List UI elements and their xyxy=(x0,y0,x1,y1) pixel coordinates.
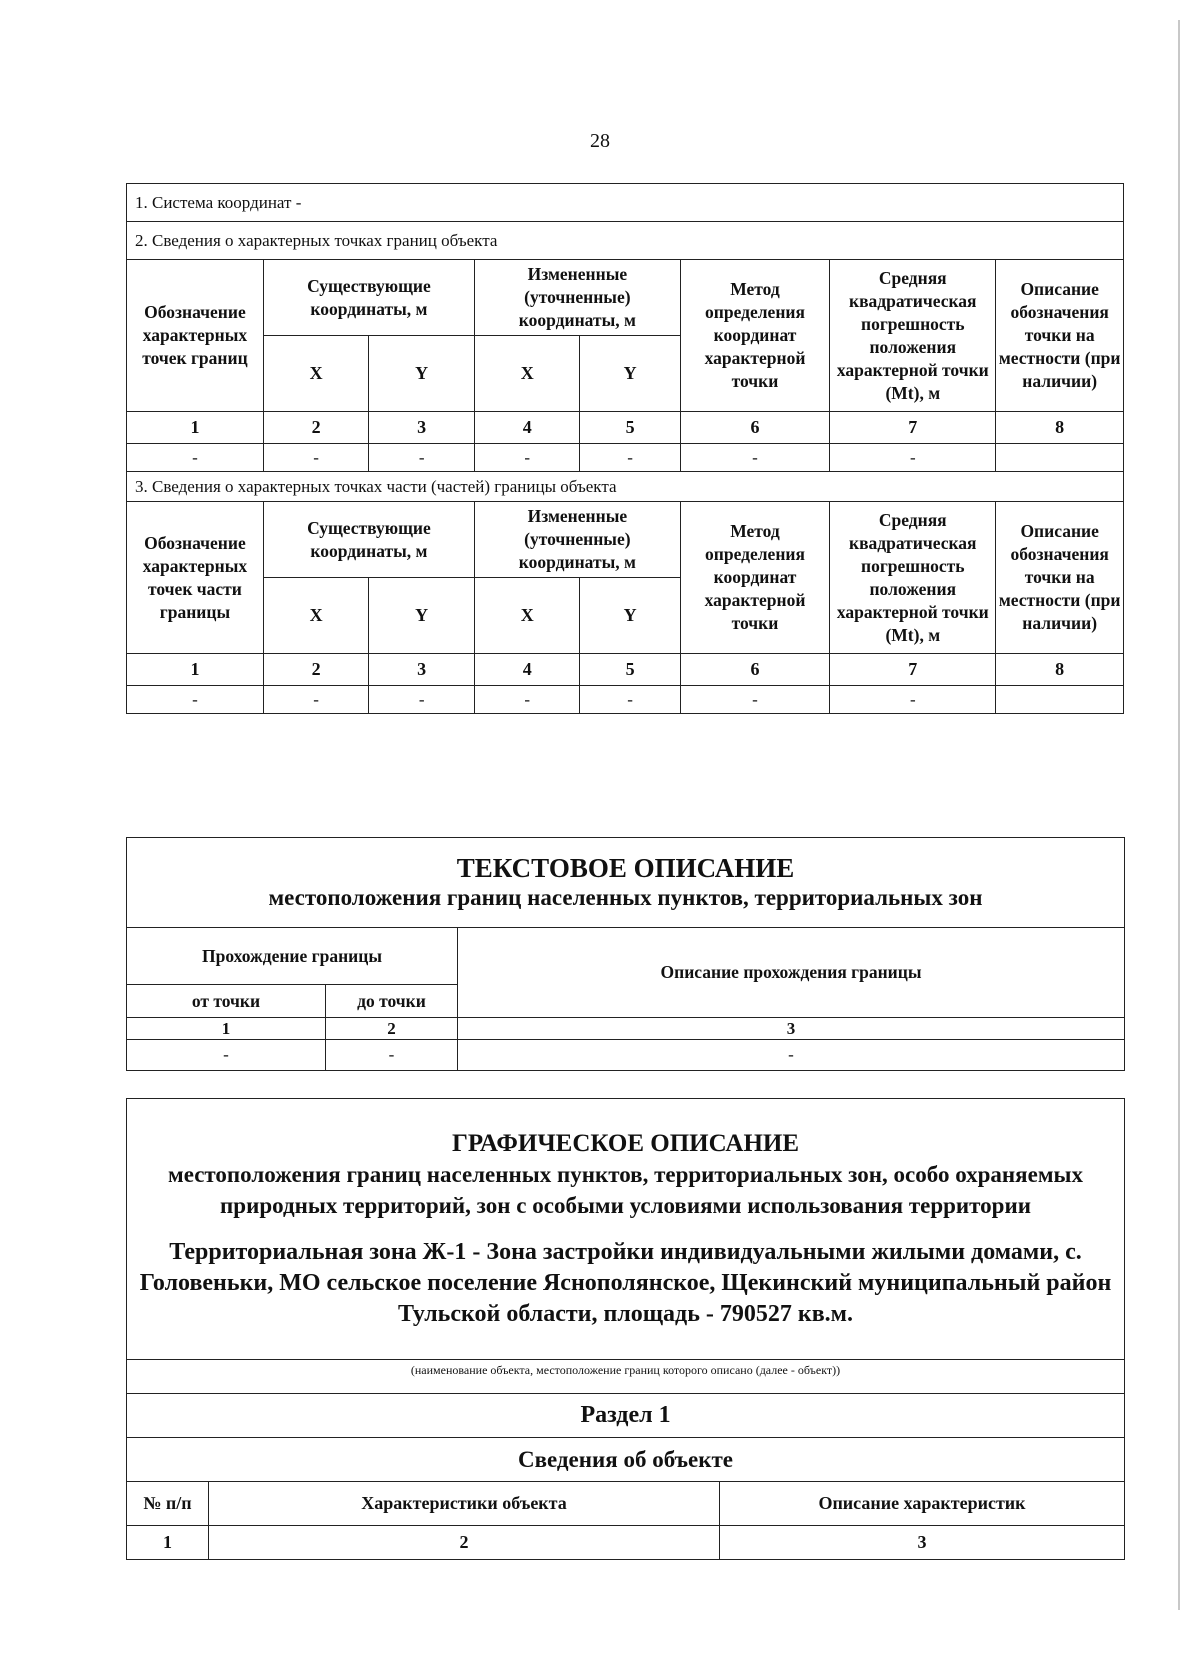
header-changed-coords: Измененные (уточненные) координаты, м xyxy=(474,260,680,336)
header-y: Y xyxy=(369,336,475,412)
column-number: 1 xyxy=(127,1018,326,1040)
header-y: Y xyxy=(369,578,475,654)
header-y: Y xyxy=(580,578,680,654)
header-row-number: № п/п xyxy=(127,1482,209,1526)
header-x: X xyxy=(263,336,369,412)
table-cell: - xyxy=(458,1040,1125,1071)
graphic-description-subtitle: местоположения границ населенных пунктов, территориальных зон, особо охраняемых природных территорий, зон с особыми условиями использования территории xyxy=(168,1162,1083,1218)
table-cell: - xyxy=(474,444,580,472)
column-number: 1 xyxy=(127,654,264,686)
header-x: X xyxy=(474,578,580,654)
table-cell: - xyxy=(830,686,996,714)
header-existing-coords: Существующие координаты, м xyxy=(263,260,474,336)
object-caption: (наименование объекта, местоположение границ которого описано (далее - объект)) xyxy=(127,1360,1125,1394)
table-cell xyxy=(996,444,1124,472)
column-number: 2 xyxy=(263,412,369,444)
column-number: 4 xyxy=(474,654,580,686)
object-name: Территориальная зона Ж-1 - Зона застройки индивидуальными жилыми домами, с. Головеньки, МО сельское поселение Яснополянское, Щекинский муниципальный район Тульской области, площадь - 790527 кв.м. xyxy=(139,1239,1112,1327)
header-error: Средняя квадратическая погрешность положения характерной точки (Mt), м xyxy=(830,260,996,412)
header-x: X xyxy=(263,578,369,654)
table-cell: - xyxy=(127,1040,326,1071)
column-number: 6 xyxy=(680,412,829,444)
header-passage-description: Описание прохождения границы xyxy=(458,928,1125,1018)
table-cell: - xyxy=(263,686,369,714)
column-number: 2 xyxy=(263,654,369,686)
header-error: Средняя квадратическая погрешность положения характерной точки (Mt), м xyxy=(830,502,996,654)
table-cell: - xyxy=(680,444,829,472)
header-to-point: до точки xyxy=(326,985,458,1018)
text-description-table xyxy=(126,837,1125,1071)
graphic-description-title: ГРАФИЧЕСКОЕ ОПИСАНИЕ xyxy=(451,1130,800,1157)
column-number: 7 xyxy=(830,412,996,444)
text-description-subtitle: местоположения границ населенных пунктов, территориальных зон xyxy=(268,884,983,910)
header-existing-coords: Существующие координаты, м xyxy=(263,502,474,578)
column-number: 1 xyxy=(127,412,264,444)
header-description: Описание обозначения точки на местности (при наличии) xyxy=(996,260,1124,412)
column-number: 7 xyxy=(830,654,996,686)
text-description-title: ТЕКСТОВОЕ ОПИСАНИЕ xyxy=(456,852,795,883)
table-cell: - xyxy=(326,1040,458,1071)
page-number: 28 xyxy=(590,130,610,152)
table-cell: - xyxy=(580,686,680,714)
table-cell: - xyxy=(474,686,580,714)
graphic-description-table xyxy=(126,1098,1125,1560)
header-passage: Прохождение границы xyxy=(127,928,458,985)
header-method: Метод определения координат характерной точки xyxy=(680,260,829,412)
section-3-title: 3. Сведения о характерных точках части (частей) границы объекта xyxy=(127,472,1124,502)
table-cell: - xyxy=(369,686,475,714)
table-cell: - xyxy=(127,444,264,472)
column-number: 4 xyxy=(474,412,580,444)
header-from-point: от точки xyxy=(127,985,326,1018)
column-number: 2 xyxy=(326,1018,458,1040)
column-number: 5 xyxy=(580,412,680,444)
table-cell: - xyxy=(263,444,369,472)
column-number: 3 xyxy=(369,412,475,444)
column-number: 3 xyxy=(720,1526,1125,1560)
header-designation: Обозначение характерных точек границ xyxy=(127,260,264,412)
header-characteristics-description: Описание характеристик xyxy=(720,1482,1125,1526)
column-number: 8 xyxy=(996,654,1124,686)
header-designation-part: Обозначение характерных точек части границы xyxy=(127,502,264,654)
section-title: Сведения об объекте xyxy=(127,1438,1125,1482)
header-description: Описание обозначения точки на местности (при наличии) xyxy=(996,502,1124,654)
text-description-header xyxy=(127,838,1125,928)
column-number: 6 xyxy=(680,654,829,686)
coordinates-table xyxy=(126,183,1124,714)
table-cell xyxy=(996,686,1124,714)
column-number: 1 xyxy=(127,1526,209,1560)
table-cell: - xyxy=(127,686,264,714)
table-cell: - xyxy=(680,686,829,714)
header-x: X xyxy=(474,336,580,412)
header-method: Метод определения координат характерной точки xyxy=(680,502,829,654)
section-2-title: 2. Сведения о характерных точках границ объекта xyxy=(127,222,1124,260)
header-y: Y xyxy=(580,336,680,412)
header-changed-coords: Измененные (уточненные) координаты, м xyxy=(474,502,680,578)
table-cell: - xyxy=(830,444,996,472)
section-label: Раздел 1 xyxy=(127,1394,1125,1438)
header-characteristics: Характеристики объекта xyxy=(209,1482,720,1526)
table-cell: - xyxy=(580,444,680,472)
scan-edge xyxy=(1178,20,1180,1610)
column-number: 2 xyxy=(209,1526,720,1560)
table-cell: - xyxy=(369,444,475,472)
column-number: 5 xyxy=(580,654,680,686)
column-number: 3 xyxy=(369,654,475,686)
column-number: 8 xyxy=(996,412,1124,444)
graphic-description-header xyxy=(127,1099,1125,1360)
column-number: 3 xyxy=(458,1018,1125,1040)
coordinate-system-row: 1. Система координат - xyxy=(127,184,1124,222)
